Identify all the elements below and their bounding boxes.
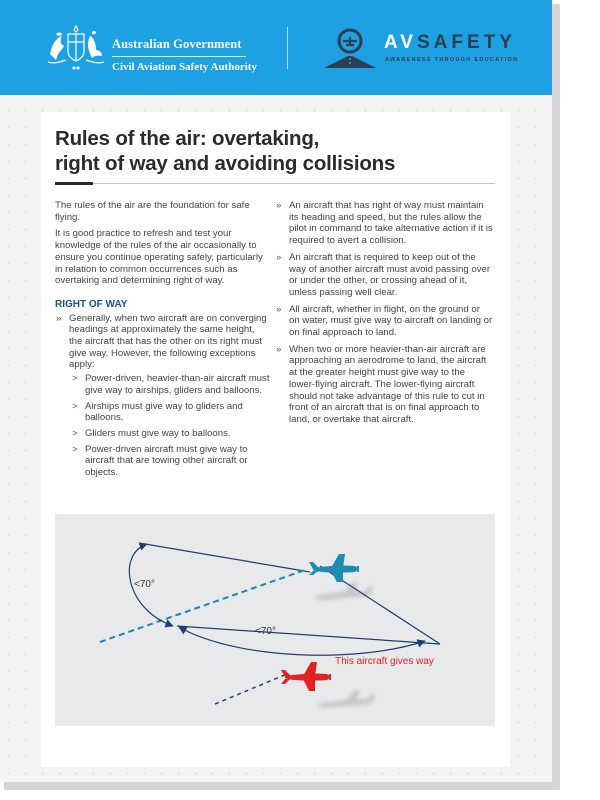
- left-column: [55, 200, 270, 484]
- gov-divider: [112, 56, 246, 57]
- header-banner: [0, 0, 552, 95]
- diagram-svg: [55, 514, 495, 726]
- red-aircraft-shadow: [317, 690, 375, 708]
- blue-aircraft-shadow: [315, 582, 373, 600]
- intro-paragraph-1: The rules of the air are the foundation for safe flying.: [55, 200, 250, 223]
- brand-tagline: AWARENESS THROUGH EDUCATION: [385, 57, 519, 63]
- exception-item: > Airships must give way to gliders and balloons.: [69, 401, 270, 424]
- header-separator: [287, 27, 288, 69]
- list-item: » When two or more heavier-than-air aircraft are approaching an aerodrome to land, the aircraft at the greater height must give way to the lower-flying aircraft. The lower-flying aircraft should not take advantage of this rule to cut in front of an aircraft that is on final approach to land, or overtake that aircraft.: [275, 344, 493, 426]
- title-accent: [55, 182, 93, 185]
- coat-of-arms-icon: [44, 24, 108, 70]
- list-item: » An aircraft that has right of way must maintain its heading and speed, but the rules allow the pilot in command to take alternative action if it is required to avert a collision.: [275, 200, 493, 247]
- exception-item: > Power-driven aircraft must give way to aircraft that are towing other aircraft or objects.: [69, 444, 270, 479]
- right-of-way-heading: RIGHT OF WAY: [55, 298, 128, 310]
- brand-safety: SAFETY: [416, 32, 516, 53]
- red-aircraft-icon: [281, 662, 331, 691]
- rules-list: [275, 200, 493, 426]
- blue-aircraft-icon: [309, 554, 359, 582]
- intro-paragraph-2: It is good practice to refresh and test your knowledge of the rules of the air occasionally to ensure you continue operating safely, particularly in relation to common occurrences such as overtaking and determining right of way.: [55, 228, 263, 287]
- overtaking-path-solid: [177, 626, 440, 644]
- title-line-2: right of way and avoiding collisions: [55, 152, 396, 175]
- title-line-1: Rules of the air: overtaking,: [55, 127, 320, 150]
- overtaking-diagram: [55, 514, 495, 726]
- exceptions-list: [69, 373, 270, 479]
- general-rule-text: Generally, when two aircraft are on converging headings at approximately the same height, the aircraft that has the other on its right must give way. However, the following exceptions apply:: [69, 312, 267, 371]
- list-item: » All aircraft, whether in flight, on the ground or on water, must give way to aircraft on landing or on final approach to land.: [275, 304, 493, 339]
- red-aircraft-track-dashed: [215, 674, 287, 704]
- exception-item: > Power-driven, heavier-than-air aircraft must give way to airships, gliders and balloons.: [69, 373, 270, 396]
- give-way-label: This aircraft gives way: [335, 656, 434, 667]
- right-of-way-list: [55, 313, 270, 479]
- angle-arc-2: [179, 627, 425, 655]
- avsafety-wordmark: [384, 32, 516, 54]
- brand-av: AV: [384, 32, 417, 53]
- angle-label-1: <70°: [134, 579, 155, 590]
- list-item: [55, 313, 270, 479]
- content-panel: [41, 112, 510, 767]
- angle-label-2: <70°: [255, 626, 276, 637]
- gov-line-2: Civil Aviation Safety Authority: [112, 61, 257, 73]
- right-aircraft-track: [145, 544, 310, 572]
- page-title: [55, 126, 495, 176]
- gov-line-1: Australian Government: [112, 37, 242, 51]
- right-column: [275, 200, 493, 431]
- exception-item: > Gliders must give way to balloons.: [69, 428, 270, 440]
- government-wordmark: [112, 37, 257, 73]
- list-item: » An aircraft that is required to keep out of the way of another aircraft must avoid passing over or under the other, or crossing ahead of it, unless passing well clear.: [275, 252, 493, 299]
- avsafety-logo-icon: [322, 26, 378, 70]
- title-rule: [55, 183, 495, 184]
